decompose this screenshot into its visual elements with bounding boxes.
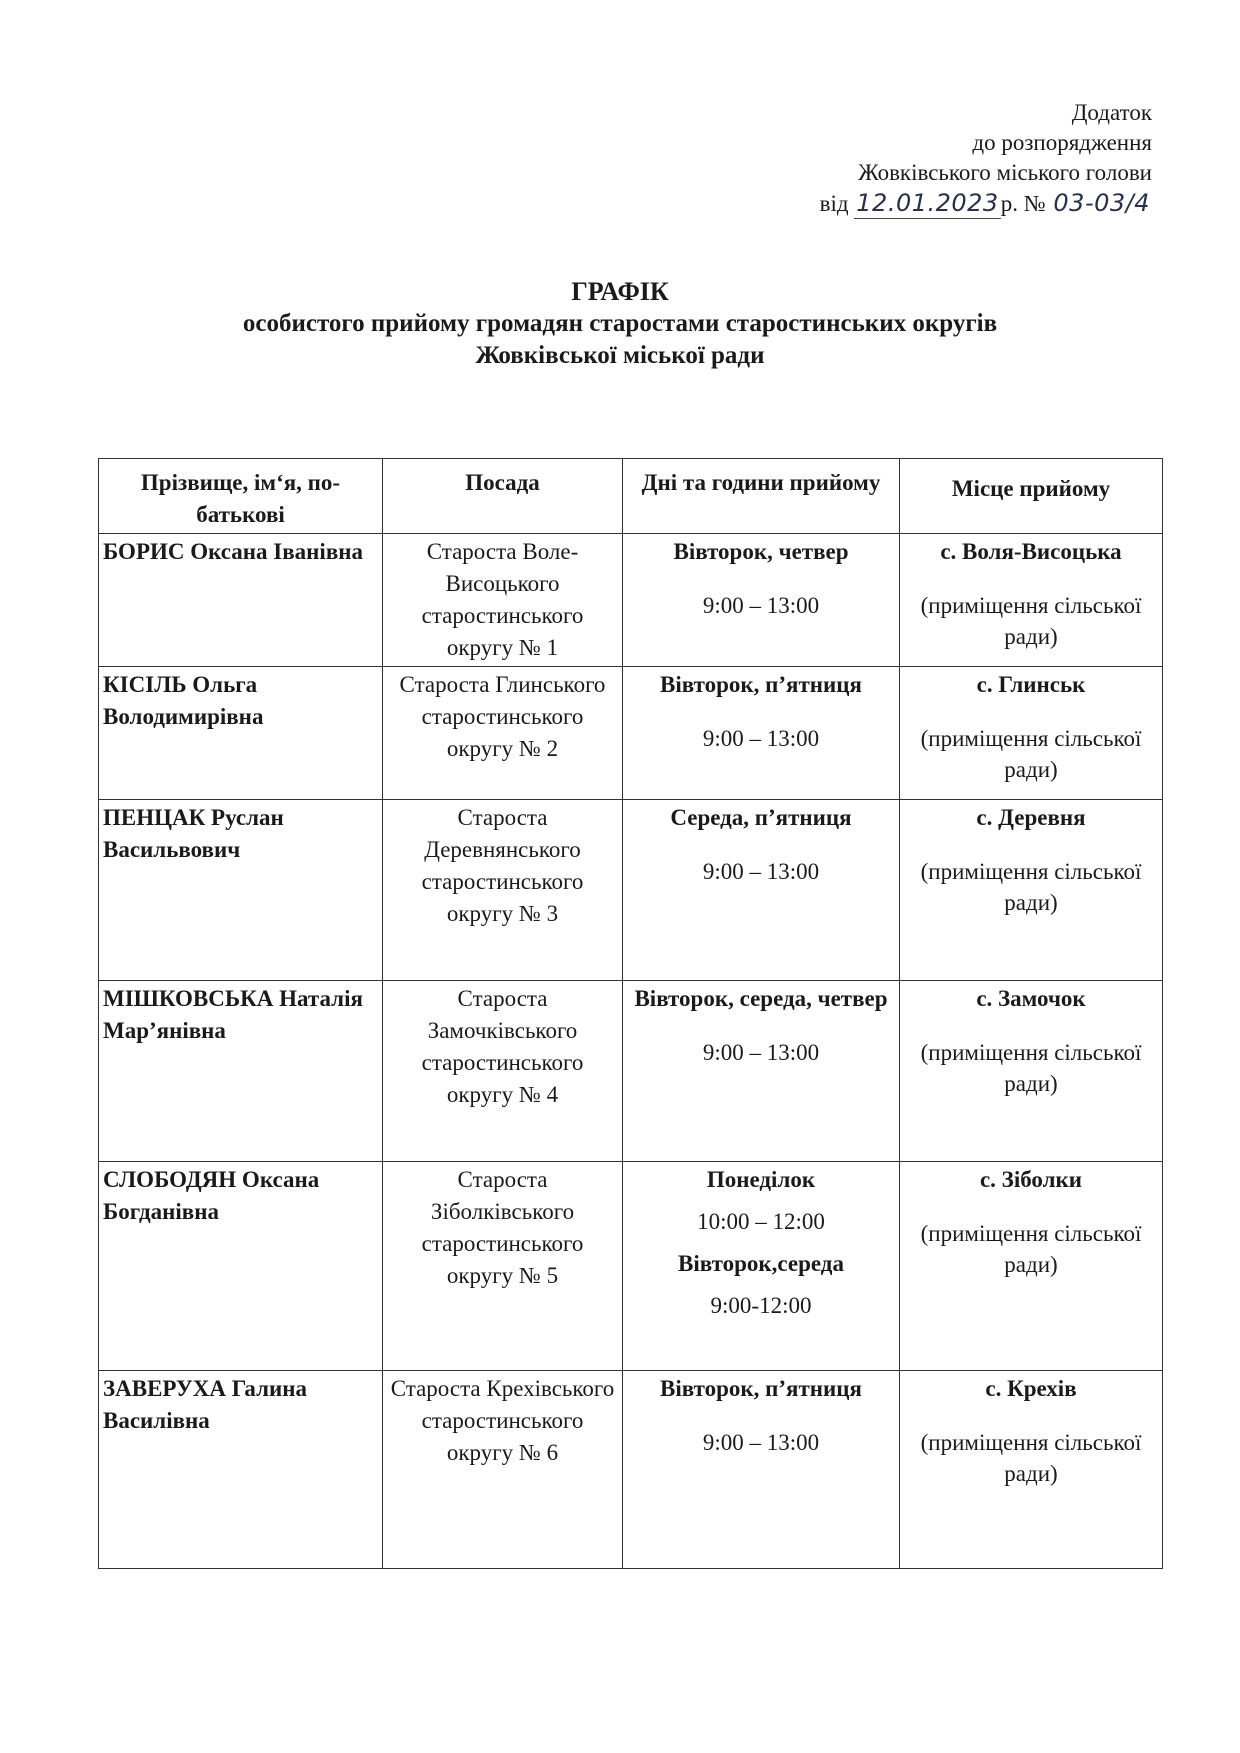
reception-place <box>900 1371 1163 1569</box>
reception-days: Вівторок, п’ятниця <box>660 672 862 697</box>
reception-time <box>623 800 900 981</box>
table-row <box>99 667 1163 800</box>
official-position: Староста Глинського старостинського округу № 2 <box>383 667 623 800</box>
header-place: Місце прийому <box>900 459 1163 534</box>
number-label: р. № <box>1000 191 1046 216</box>
official-name: БОРИС Оксана Іванівна <box>99 534 383 667</box>
reception-time <box>623 981 900 1162</box>
official-name: ПЕНЦАК Руслан Васильвович <box>99 800 383 981</box>
reception-days: Вівторок, четвер <box>673 539 849 564</box>
reception-time <box>623 534 900 667</box>
table-row <box>99 981 1163 1162</box>
reception-days-second: Вівторок,середа <box>678 1251 844 1276</box>
handwritten-number: 03-03/4 <box>1053 189 1150 217</box>
document-title: ГРАФІК <box>571 277 669 306</box>
reception-place <box>900 1162 1163 1371</box>
official-name: СЛОБОДЯН Оксана Богданівна <box>99 1162 383 1371</box>
header-position: Посада <box>383 459 623 534</box>
table-row <box>99 800 1163 981</box>
premises-note: (приміщення сільської ради) <box>920 593 1142 649</box>
document-heading <box>0 276 1240 372</box>
from-label: від <box>819 191 849 216</box>
table-row <box>99 1162 1163 1371</box>
village-name: с. Глинськ <box>976 672 1086 697</box>
reception-hours: 9:00 – 13:00 <box>702 1430 820 1455</box>
reception-time <box>623 667 900 800</box>
reception-time <box>623 1162 900 1371</box>
table-row <box>99 534 1163 667</box>
village-name: с. Замочок <box>976 986 1086 1011</box>
premises-note: (приміщення сільської ради) <box>920 726 1142 782</box>
reception-place <box>900 981 1163 1162</box>
document-subtitle: особистого прийому громадян старостами старостинських округів <box>242 310 998 337</box>
header-full-name: Прізвище, ім‘я, по-батькові <box>99 459 383 534</box>
reception-hours: 9:00 – 13:00 <box>702 726 820 751</box>
document-subtitle-council: Жовківської міської ради <box>475 342 765 369</box>
reception-hours: 9:00 – 13:00 <box>702 1040 820 1065</box>
official-position: Староста Зіболківського старостинського округу № 5 <box>383 1162 623 1371</box>
reception-schedule-table <box>98 458 1163 1569</box>
reception-place <box>900 534 1163 667</box>
reception-hours: 10:00 – 12:00 <box>697 1209 825 1234</box>
reception-place <box>900 667 1163 800</box>
premises-note: (приміщення сільської ради) <box>920 1221 1142 1277</box>
official-position: Староста Деревнянського старостинського округу № 3 <box>383 800 623 981</box>
reception-hours: 9:00 – 13:00 <box>702 859 820 884</box>
village-name: с. Воля-Висоцька <box>940 539 1122 564</box>
attachment-order-ref: до розпорядження <box>972 130 1152 155</box>
header-days-hours: Дні та години прийому <box>623 459 900 534</box>
attachment-issuer: Жовківського міського голови <box>858 160 1152 185</box>
table-header-row <box>99 459 1163 534</box>
village-name: с. Крехів <box>985 1376 1077 1401</box>
table-row <box>99 1371 1163 1569</box>
reception-days: Понеділок <box>706 1167 816 1192</box>
premises-note: (приміщення сільської ради) <box>920 859 1142 915</box>
official-position: Староста Замочківського старостинського округу № 4 <box>383 981 623 1162</box>
reception-time <box>623 1371 900 1569</box>
official-position: Староста Крехівського старостинського округу № 6 <box>383 1371 623 1569</box>
reception-hours-second: 9:00-12:00 <box>710 1293 812 1318</box>
attachment-note <box>820 98 1152 219</box>
attachment-date-line <box>820 188 1152 219</box>
official-name: ЗАВЕРУХА Галина Василівна <box>99 1371 383 1569</box>
reception-hours: 9:00 – 13:00 <box>702 593 820 618</box>
official-position: Староста Воле-Висоцького старостинського округу № 1 <box>383 534 623 667</box>
reception-place <box>900 800 1163 981</box>
premises-note: (приміщення сільської ради) <box>920 1430 1142 1486</box>
reception-days: Вівторок, середа, четвер <box>634 986 888 1011</box>
reception-days: Середа, п’ятниця <box>670 805 852 830</box>
village-name: с. Зіболки <box>979 1167 1083 1192</box>
official-name: МІШКОВСЬКА Наталія Мар’янівна <box>99 981 383 1162</box>
reception-days: Вівторок, п’ятниця <box>660 1376 862 1401</box>
village-name: с. Деревня <box>976 805 1086 830</box>
attachment-title: Додаток <box>1071 100 1152 125</box>
official-name: КІСІЛЬ Ольга Володимирівна <box>99 667 383 800</box>
handwritten-date: 12.01.2023 <box>856 189 999 217</box>
premises-note: (приміщення сільської ради) <box>920 1040 1142 1096</box>
